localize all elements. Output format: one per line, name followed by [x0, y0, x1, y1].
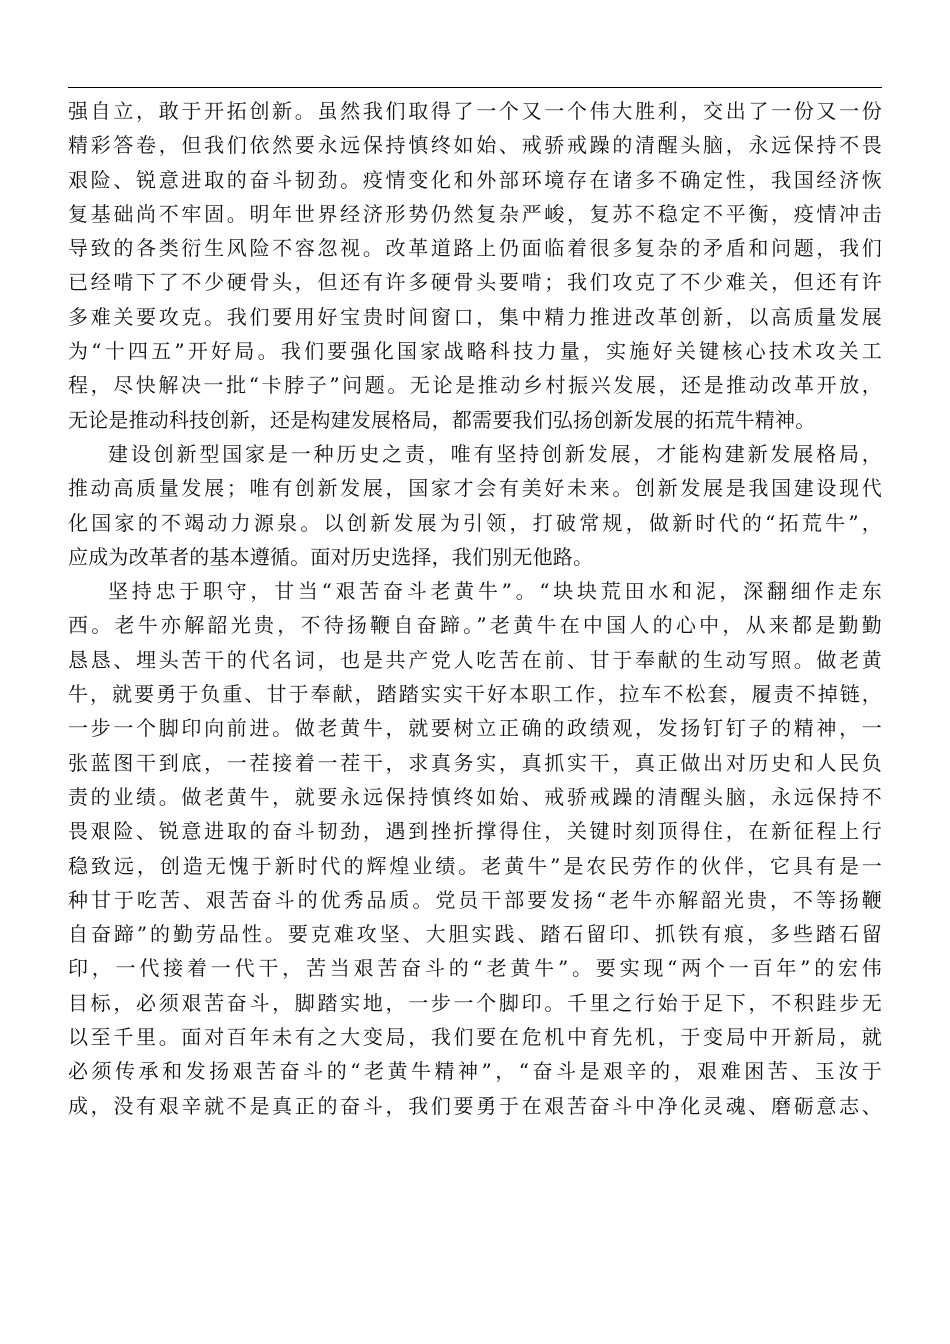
text-line: 已经啃下了不少硬骨头，但还有许多硬骨头要啃；我们攻克了不少难关，但还有许: [68, 270, 882, 295]
text-line: 畏艰险、锐意进取的奋斗韧劲，遇到挫折撑得住，关键时刻顶得住，在新征程上行: [68, 819, 882, 844]
text-line: 精彩答卷，但我们依然要永远保持慎终如始、戒骄戒躁的清醒头脑，永远保持不畏: [68, 133, 882, 158]
text-line: 必须传承和发扬艰苦奋斗的“老黄牛精神”，“奋斗是艰辛的，艰难困苦、玉汝于: [68, 1059, 882, 1084]
text-line: 种甘于吃苦、艰苦奋斗的优秀品质。党员干部要发扬“老牛亦解韶光贵，不等扬鞭: [68, 887, 882, 912]
text-line: 恳恳、埋头苦干的代名词，也是共产党人吃苦在前、甘于奉献的生动写照。做老黄: [68, 647, 882, 672]
text-line: 导致的各类衍生风险不容忽视。改革道路上仍面临着很多复杂的矛盾和问题，我们: [68, 236, 882, 261]
paragraph: [68, 574, 882, 1123]
text-line: 坚持忠于职守，甘当“艰苦奋斗老黄牛”。“块块荒田水和泥，深翻细作走东: [108, 579, 882, 604]
text-line: 以至千里。面对百年未有之大变局，我们要在危机中育先机，于变局中开新局，就: [68, 1025, 882, 1050]
paragraph: [68, 94, 882, 437]
text-line: 为“十四五”开好局。我们要强化国家战略科技力量，实施好关键核心技术攻关工: [68, 339, 882, 364]
text-line: 自奋蹄”的勤劳品性。要克难攻坚、大胆实践、踏石留印、抓铁有痕，多些踏石留: [68, 922, 882, 947]
text-line: 稳致远，创造无愧于新时代的辉煌业绩。老黄牛”是农民劳作的伙伴，它具有是一: [68, 853, 882, 878]
text-line: 建设创新型国家是一种历史之责，唯有坚持创新发展，才能构建新发展格局，: [108, 441, 882, 466]
text-line: 程，尽快解决一批“卡脖子”问题。无论是推动乡村振兴发展，还是推动改革开放，: [68, 373, 882, 398]
text-line: 无论是推动科技创新，还是构建发展格局，都需要我们弘扬创新发展的拓荒牛精神。: [68, 407, 816, 432]
text-line: 成，没有艰辛就不是真正的奋斗，我们要勇于在艰苦奋斗中净化灵魂、磨砺意志、: [68, 1093, 882, 1118]
text-line: 艰险、锐意进取的奋斗韧劲。疫情变化和外部环境存在诸多不确定性，我国经济恢: [68, 167, 882, 192]
text-line: 责的业绩。做老黄牛，就要永远保持慎终如始、戒骄戒躁的清醒头脑，永远保持不: [68, 784, 882, 809]
text-line: 复基础尚不牢固。明年世界经济形势仍然复杂严峻，复苏不稳定不平衡，疫情冲击: [68, 201, 882, 226]
text-line: 多难关要攻克。我们要用好宝贵时间窗口，集中精力推进改革创新，以高质量发展: [68, 304, 882, 329]
text-line: 化国家的不竭动力源泉。以创新发展为引领，打破常规，做新时代的“拓荒牛”，: [68, 510, 882, 535]
paragraph: [68, 437, 882, 574]
header-rule: [68, 87, 882, 88]
text-line: 西。老牛亦解韶光贵，不待扬鞭自奋蹄。”老黄牛在中国人的心中，从来都是勤勤: [68, 613, 882, 638]
text-line: 应成为改革者的基本遵循。面对历史选择，我们别无他路。: [68, 544, 594, 569]
text-line: 强自立，敢于开拓创新。虽然我们取得了一个又一个伟大胜利，交出了一份又一份: [68, 99, 882, 123]
document-body: [68, 94, 882, 1123]
text-line: 印，一代接着一代干，苦当艰苦奋斗的“老黄牛”。要实现“两个一百年”的宏伟: [68, 956, 882, 981]
text-line: 一步一个脚印向前进。做老黄牛，就要树立正确的政绩观，发扬钉钉子的精神，一: [68, 716, 882, 741]
text-line: 牛，就要勇于负重、甘于奉献，踏踏实实干好本职工作，拉车不松套，履责不掉链，: [68, 682, 882, 707]
text-line: 推动高质量发展；唯有创新发展，国家才会有美好未来。创新发展是我国建设现代: [68, 476, 882, 501]
text-line: 目标，必须艰苦奋斗，脚踏实地，一步一个脚印。千里之行始于足下，不积跬步无: [68, 990, 882, 1015]
text-line: 张蓝图干到底，一茬接着一茬干，求真务实，真抓实干，真正做出对历史和人民负: [68, 750, 882, 775]
